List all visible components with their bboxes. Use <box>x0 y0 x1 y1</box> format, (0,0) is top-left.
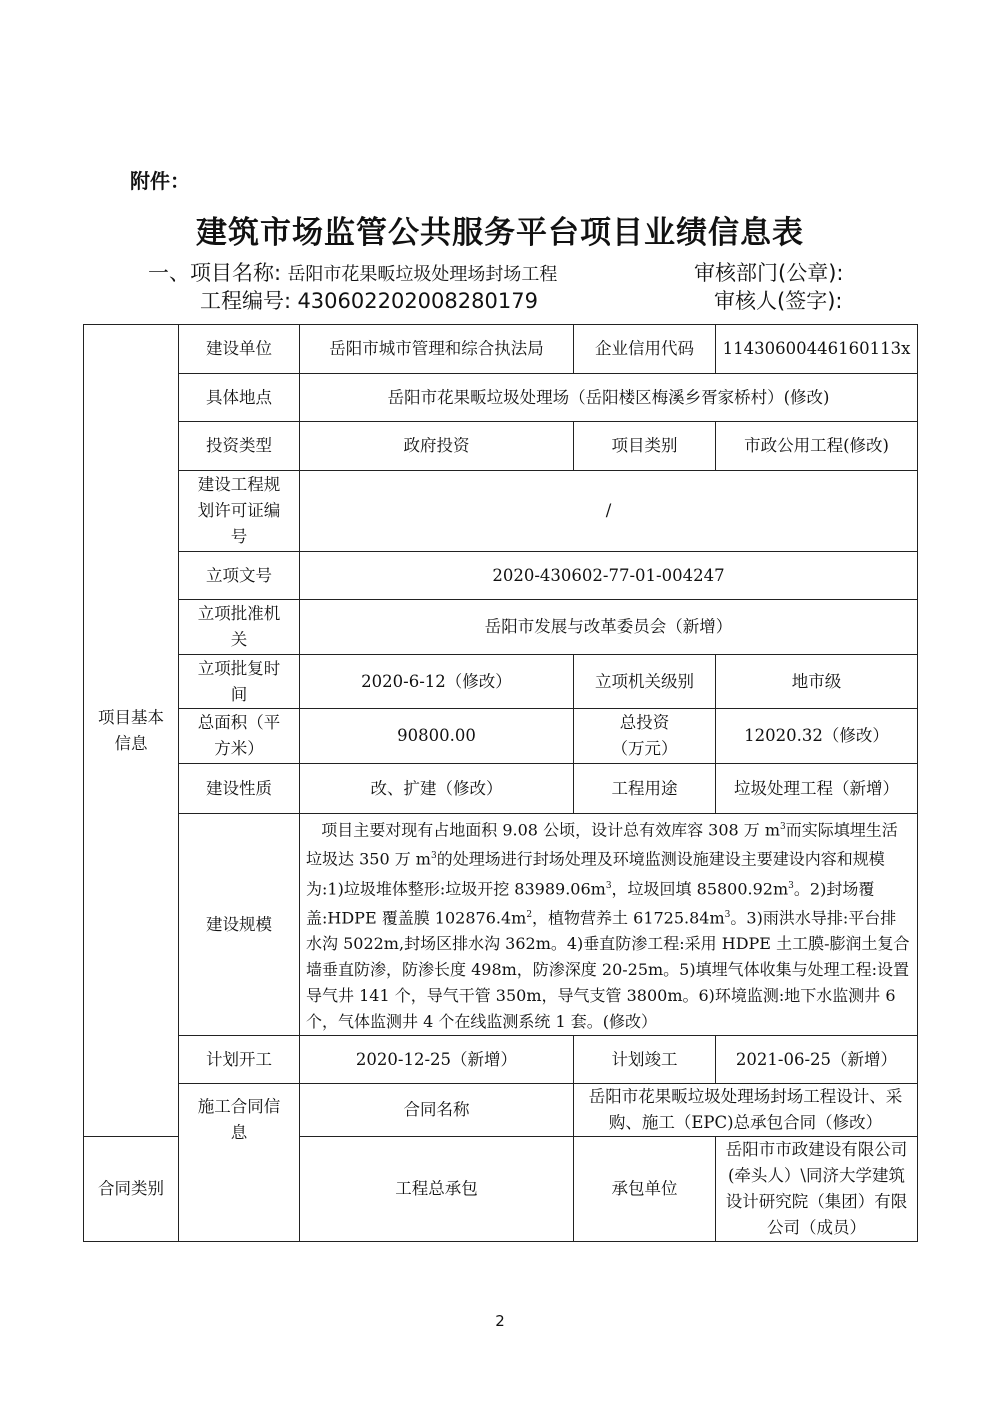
usage-label: 工程用途 <box>574 764 716 814</box>
plan-end-value: 2021-06-25（新增） <box>716 1036 918 1084</box>
project-code-label: 工程编号: <box>200 289 292 313</box>
table-row <box>84 1084 918 1137</box>
section-basic-info: 项目基本信息 <box>84 325 179 1137</box>
location-label: 具体地点 <box>179 374 300 422</box>
approval-level-value: 地市级 <box>716 655 918 709</box>
location-value: 岳阳市花果畈垃圾处理场（岳阳楼区梅溪乡胥家桥村）(修改) <box>300 374 918 422</box>
project-category-value: 市政公用工程(修改) <box>716 422 918 471</box>
scale-text-5: 。2)封场覆盖:HDPE 覆盖膜 102876.4m <box>306 878 875 928</box>
approval-org-label: 立项批准机关 <box>179 600 300 655</box>
table-row <box>84 552 918 600</box>
table-row <box>84 814 918 1036</box>
scale-text-4: ，垃圾回填 85800.92m <box>611 878 789 898</box>
build-unit-value: 岳阳市城市管理和综合执法局 <box>300 325 574 374</box>
contract-type-value: 工程总承包 <box>300 1137 574 1242</box>
plan-start-label: 计划开工 <box>179 1036 300 1084</box>
plan-start-value: 2020-12-25（新增） <box>300 1036 574 1084</box>
nature-value: 改、扩建（修改） <box>300 764 574 814</box>
scale-text-3: 的处理场进行封场处理及环境监测设施建设主要建设内容和规模为:1)垃圾堆体整形:垃圾开挖 83989.06m <box>306 849 885 898</box>
table-row <box>84 600 918 655</box>
area-value: 90800.00 <box>300 709 574 764</box>
table-row <box>84 422 918 471</box>
reviewer-label <box>714 285 842 315</box>
section-contract-info: 施工合同信息 <box>179 1084 300 1242</box>
project-category-label: 项目类别 <box>574 422 716 471</box>
attachment-label: 附件： <box>130 169 190 193</box>
unit-sup: 3 <box>605 880 612 891</box>
approval-doc-value: 2020-430602-77-01-004247 <box>300 552 918 600</box>
contractor-value: 岳阳市市政建设有限公司(牵头人）\同济大学建筑设计研究院（集团）有限公司（成员） <box>716 1137 918 1242</box>
build-unit-label: 建设单位 <box>179 325 300 374</box>
scale-label: 建设规模 <box>179 814 300 1036</box>
project-name-label: 一、项目名称: <box>148 261 282 285</box>
page-title: 建筑市场监管公共服务平台项目业绩信息表 <box>196 215 804 251</box>
table-row <box>84 325 918 374</box>
project-name-row <box>148 257 557 287</box>
investment-type-label: 投资类型 <box>179 422 300 471</box>
approval-time-label: 立项批复时间 <box>179 655 300 709</box>
contractor-label: 承包单位 <box>574 1137 716 1242</box>
unit-sup: 3 <box>430 851 437 862</box>
approval-org-value: 岳阳市发展与改革委员会（新增） <box>300 600 918 655</box>
table-row <box>84 471 918 552</box>
total-invest-label: 总投资（万元） <box>574 709 716 764</box>
total-invest-value: 12020.32（修改） <box>716 709 918 764</box>
table-row <box>84 1036 918 1084</box>
reviewer-text: 审核人(签字): <box>714 289 843 313</box>
project-code-value: 430602202008280179 <box>297 289 538 313</box>
page-number: 2 <box>495 1312 505 1330</box>
review-dept-label <box>694 257 843 287</box>
area-label: 总面积（平方米） <box>179 709 300 764</box>
approval-doc-label: 立项文号 <box>179 552 300 600</box>
table-row <box>84 374 918 422</box>
credit-code-value: 11430600446160113x <box>716 325 918 374</box>
scale-text-6: ，植物营养土 61725.84m <box>532 908 725 928</box>
investment-type-value: 政府投资 <box>300 422 574 471</box>
project-info-table <box>83 324 918 1242</box>
scale-description <box>300 814 918 1036</box>
contract-type-label: 合同类别 <box>84 1137 179 1242</box>
unit-sup: 3 <box>724 909 731 920</box>
permit-value: / <box>300 471 918 552</box>
approval-time-value: 2020-6-12（修改） <box>300 655 574 709</box>
scale-text-7: 。3)雨洪水导排:平台排水沟 5022m,封场区排水沟 362m。4)垂直防渗工程:采用 HDPE 土工膜-膨润土复合墙垂直防渗，防渗长度 498m，防渗深度 20-25m。5)填埋气体收集与处理工程:设置导气井 141 个，导气干管 350m，导气支管 3800m。6)环境监测:地下水监测井 6 个，气体监测井 4 个在线监测系统 1 套。(修改） <box>306 908 910 1032</box>
contract-name-value: 岳阳市花果畈垃圾处理场封场工程设计、采购、施工（EPC)总承包合同（修改） <box>574 1084 918 1137</box>
table-row <box>84 655 918 709</box>
nature-label: 建设性质 <box>179 764 300 814</box>
plan-end-label: 计划竣工 <box>574 1036 716 1084</box>
scale-text-1: 项目主要对现有占地面积 9.08 公顷，设计总有效库容 308 万 m <box>321 820 781 840</box>
project-code-row <box>200 285 538 315</box>
permit-label: 建设工程规划许可证编号 <box>179 471 300 552</box>
table-row <box>84 764 918 814</box>
approval-level-label: 立项机关级别 <box>574 655 716 709</box>
table-row <box>84 709 918 764</box>
unit-sup: 3 <box>780 822 786 832</box>
credit-code-label: 企业信用代码 <box>574 325 716 374</box>
scale-text-2: 而实际填埋生活垃圾达 350 万 m <box>306 820 898 869</box>
unit-sup: 2 <box>526 909 533 920</box>
unit-sup: 3 <box>788 880 794 891</box>
usage-value: 垃圾处理工程（新增） <box>716 764 918 814</box>
contract-name-label: 合同名称 <box>300 1084 574 1137</box>
project-name-value: 岳阳市花果畈垃圾处理场封场工程 <box>287 264 558 285</box>
review-dept-text: 审核部门(公章): <box>694 261 844 285</box>
